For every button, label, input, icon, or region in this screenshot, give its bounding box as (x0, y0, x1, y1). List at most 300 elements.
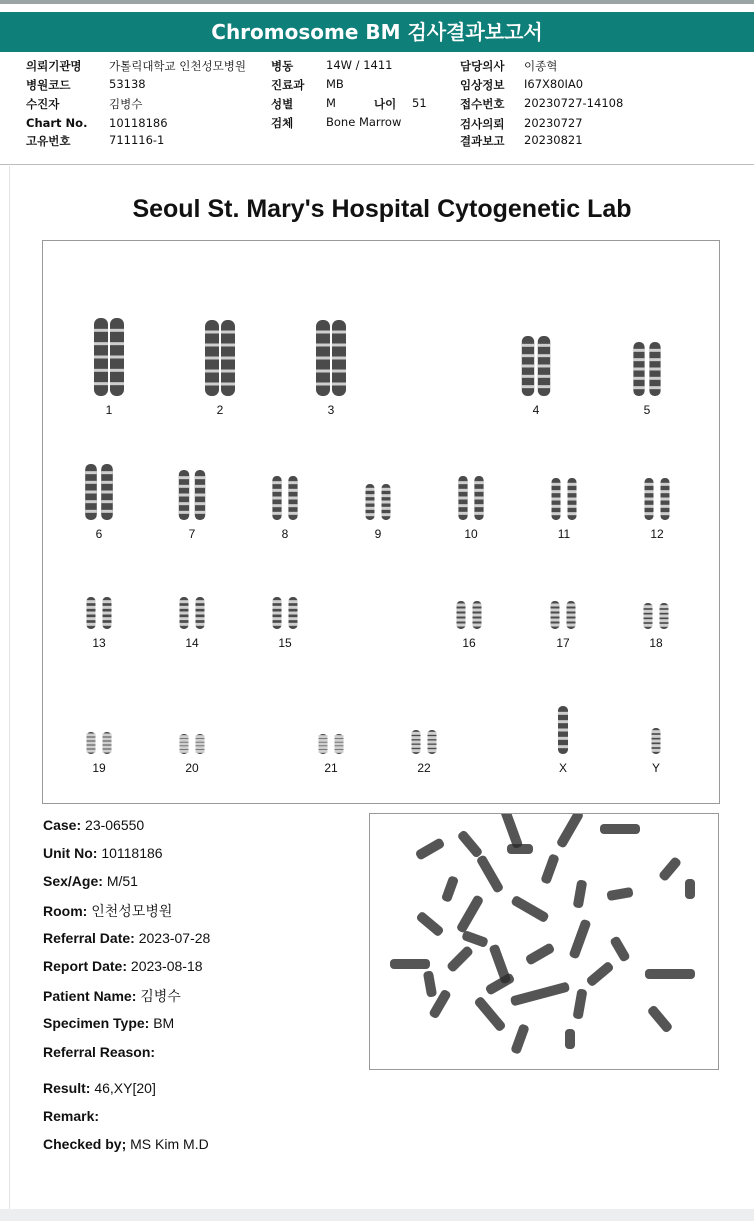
chromosome-band (474, 481, 483, 484)
chromosome-band (273, 623, 282, 626)
room-value: 인천성모병원 (91, 903, 173, 919)
chromosome-band (85, 491, 97, 494)
chromosome-band (633, 349, 644, 352)
chromosome-band (180, 623, 189, 626)
chromosome-band (335, 743, 344, 746)
metaphase-chromosome (423, 970, 437, 997)
chromosome-band (87, 738, 96, 741)
chromosome-pair-10 (451, 475, 491, 521)
chromosome-band (101, 481, 113, 484)
chromosome-band (473, 614, 482, 617)
chromosome-band (652, 735, 661, 738)
chromosome-band (103, 623, 112, 626)
chromosome-band (661, 483, 670, 486)
chromosome-band (196, 612, 205, 615)
chromosome-band (558, 729, 568, 732)
case-row (43, 817, 144, 833)
referral-date-value: 2023-07-28 (138, 930, 211, 946)
chromosome-band (558, 712, 568, 715)
meta-value: 김병수 (109, 97, 143, 111)
chromosome-band (272, 481, 281, 484)
unit-row (43, 845, 163, 861)
chromosome-band (273, 617, 282, 620)
meta-value: 20230727-14108 (524, 96, 624, 110)
chromosome-band (412, 732, 421, 735)
meta-key: Chart No. (26, 116, 88, 130)
chromosome-band (660, 624, 669, 627)
metaphase-image (369, 813, 719, 1070)
meta-value: 53138 (109, 77, 146, 91)
chromosome-label: 21 (324, 761, 338, 775)
chromosome-band (382, 494, 391, 497)
chromosome-band (644, 619, 653, 622)
chromosome-band (473, 624, 482, 627)
chromosome-band (87, 750, 96, 753)
chromosome-band (649, 386, 660, 389)
chromosome-band (196, 750, 205, 753)
chromosome-band (319, 739, 328, 742)
meta-key: 성별 (271, 97, 294, 111)
chromosome-band (87, 746, 96, 749)
chromosome-label: 9 (374, 527, 382, 541)
chromosome-band (221, 370, 235, 373)
chromosome-band (644, 605, 653, 608)
page-margin-line (9, 166, 10, 1211)
metaphase-chromosome (585, 961, 614, 988)
chromosome-band (412, 749, 421, 752)
chromosome-band (221, 344, 235, 347)
chromosome-band (289, 623, 298, 626)
chromosome-band (316, 344, 330, 347)
chromosome-band (335, 739, 344, 742)
chromosome-band (103, 746, 112, 749)
chromosome-band (474, 489, 483, 492)
chromosome-band (195, 494, 205, 497)
chromosome-label: 7 (188, 527, 196, 541)
chromosome-label: 16 (462, 636, 476, 650)
chromosome-band (652, 744, 661, 747)
chromosome-band (289, 606, 298, 609)
chromosome-band (103, 738, 112, 741)
chromosome-band (196, 743, 205, 746)
chromosome-band (195, 476, 205, 479)
chromosome-band (180, 750, 189, 753)
chromosome-pair-1 (89, 317, 129, 397)
chromosome-band (87, 612, 96, 615)
chromosome-band (661, 498, 670, 501)
meta-key: 결과보고 (460, 134, 505, 148)
metaphase-spread (370, 814, 718, 1069)
unit-label: Unit No: (43, 845, 98, 861)
chromosome-band (110, 382, 124, 385)
age-value: 51 (412, 96, 427, 110)
chromosome-pair-5 (627, 341, 667, 397)
chromosome-pair-Y (636, 727, 676, 755)
chromosome-band (428, 745, 437, 748)
metaphase-chromosome (556, 814, 585, 849)
chromosome-band (568, 512, 577, 515)
chromosome-band (538, 365, 550, 368)
meta-key: 의뢰기관명 (26, 59, 82, 73)
chromosome-band (568, 498, 577, 501)
chromosome-band (85, 471, 97, 474)
chromosome-band (660, 615, 669, 618)
meta-key: 검사의뢰 (460, 117, 505, 131)
chromosome-band (567, 609, 576, 612)
metaphase-chromosome (390, 959, 430, 969)
meta-key: 검체 (271, 116, 294, 130)
referral-reason-label: Referral Reason: (43, 1044, 156, 1060)
chromosome-band (94, 369, 108, 372)
chromosome-band (538, 375, 550, 378)
chromosome-band (103, 734, 112, 737)
chromosome-label: 4 (532, 403, 540, 417)
chromosome-band (180, 746, 189, 749)
metaphase-chromosome (461, 930, 489, 948)
chromosome-band (85, 481, 97, 484)
chromosome-band (101, 510, 113, 513)
chromosome-band (457, 624, 466, 627)
chromosome-band (316, 383, 330, 386)
chromosome-band (332, 383, 346, 386)
specimen-label: Specimen Type: (43, 1015, 150, 1031)
chromosome-band (661, 512, 670, 515)
metaphase-chromosome (606, 887, 633, 901)
room-row (43, 901, 172, 921)
chromosome-label: X (558, 761, 567, 775)
chromosome-band (645, 498, 654, 501)
chromosome-band (428, 749, 437, 752)
chromosome-band (660, 610, 669, 613)
chromosome-band (335, 746, 344, 749)
metaphase-chromosome (565, 1029, 575, 1049)
chromosome-band (195, 511, 205, 514)
meta-key: 진료과 (271, 78, 305, 92)
chromosome-label: 20 (185, 761, 199, 775)
metaphase-chromosome (497, 814, 523, 849)
chromosome-band (552, 512, 561, 515)
chromosome-band (366, 494, 375, 497)
chromosome-band (428, 732, 437, 735)
chromosome-band (645, 483, 654, 486)
chromosome-pair-22 (404, 729, 444, 755)
chromosome-pair-9 (358, 483, 398, 521)
chromosome-label: 8 (281, 527, 289, 541)
chromosome-band (196, 739, 205, 742)
chromosome-band (272, 512, 281, 515)
chromosome-pair-18 (636, 602, 676, 630)
chromosome-label: 18 (649, 636, 663, 650)
chromosome-band (551, 604, 560, 607)
chromosome-band (221, 331, 235, 334)
chromosome-pair-4 (516, 335, 556, 397)
chromosome-label: 5 (643, 403, 651, 417)
chromosome-band (551, 609, 560, 612)
chromosome-band (567, 624, 576, 627)
chromosome-band (552, 498, 561, 501)
chromosome-label: 3 (327, 403, 335, 417)
chromosome-band (87, 606, 96, 609)
unit-value: 10118186 (101, 845, 163, 861)
chromosome-band (196, 600, 205, 603)
chromosome-label: 1 (105, 403, 113, 417)
chromosome-band (473, 604, 482, 607)
meta-value: 14W / 1411 (326, 58, 393, 72)
meta-value: 이종혁 (524, 59, 558, 73)
chromosome-band (332, 357, 346, 360)
meta-key: 병원코드 (26, 78, 71, 92)
chromosome-band (272, 489, 281, 492)
chromosome-pair-13 (79, 596, 119, 630)
metaphase-chromosome (568, 918, 591, 959)
chromosome-band (382, 513, 391, 516)
chromosome-band (180, 606, 189, 609)
chromosome-pair-17 (543, 600, 583, 630)
chromosome-band (273, 612, 282, 615)
chromosome-label: 10 (464, 527, 478, 541)
report-date-label: Report Date: (43, 958, 128, 974)
chromosome-band (179, 502, 189, 505)
chromosome-band (87, 617, 96, 620)
chromosome-pair-6 (79, 463, 119, 521)
chromosome-band (273, 600, 282, 603)
chromosome-pair-X (543, 705, 583, 755)
chromosome-band (474, 497, 483, 500)
chromosome-band (319, 750, 328, 753)
metaphase-chromosome (645, 969, 695, 979)
chromosome-band (179, 485, 189, 488)
metaphase-chromosome (415, 837, 446, 861)
chromosome-band (652, 730, 661, 733)
chromosome-band (522, 354, 534, 357)
chromosome-band (522, 365, 534, 368)
chromosome-band (94, 382, 108, 385)
metaphase-chromosome (540, 853, 560, 885)
patient-name-value: 김병수 (140, 988, 181, 1004)
report-date-row (43, 958, 203, 974)
chromosome-band (221, 383, 235, 386)
chromosome-band (522, 344, 534, 347)
meta-key: 고유번호 (26, 134, 71, 148)
chromosome-band (87, 734, 96, 737)
checked-value: MS Kim M.D (130, 1136, 209, 1152)
chromosome-band (633, 368, 644, 371)
chromosome-band (289, 617, 298, 620)
chromosome-band (94, 329, 108, 332)
sex-age-label: Sex/Age: (43, 873, 103, 889)
chromosome-band (474, 504, 483, 507)
report-header (0, 0, 754, 50)
footer-band (0, 1209, 754, 1221)
chromosome-band (87, 742, 96, 745)
chromosome-band (101, 500, 113, 503)
room-label: Room: (43, 903, 88, 919)
referral-reason-row (43, 1044, 155, 1060)
chromosome-band (428, 741, 437, 744)
chromosome-band (567, 614, 576, 617)
chromosome-band (180, 612, 189, 615)
metaphase-chromosome (510, 1023, 530, 1055)
chromosome-band (558, 737, 568, 740)
chromosome-label: 17 (556, 636, 570, 650)
metaphase-chromosome (456, 894, 485, 934)
case-value: 23-06550 (85, 817, 145, 833)
chromosome-label: 2 (216, 403, 224, 417)
chromosome-band (205, 383, 219, 386)
chromosome-band (179, 511, 189, 514)
chromosome-band (366, 513, 375, 516)
chromosome-band (538, 354, 550, 357)
chromosome-band (644, 624, 653, 627)
chromosome-band (366, 488, 375, 491)
chromosome-band (205, 357, 219, 360)
chromosome-band (567, 604, 576, 607)
chromosome-band (273, 606, 282, 609)
chromosome-band (412, 741, 421, 744)
referral-date-label: Referral Date: (43, 930, 135, 946)
chromosome-band (457, 614, 466, 617)
chromosome-band (661, 490, 670, 493)
chromosome-band (473, 609, 482, 612)
patient-name-row (43, 986, 181, 1006)
chromosome-band (412, 736, 421, 739)
chromosome-band (289, 612, 298, 615)
lab-title: Seoul St. Mary's Hospital Cytogenetic Lab (132, 195, 632, 223)
meta-value: 가톨릭대학교 인천성모병원 (109, 59, 246, 73)
chromosome-pair-20 (172, 733, 212, 755)
chromosome-label: Y (651, 761, 660, 775)
chromosome-band (288, 512, 297, 515)
chromosome-band (289, 600, 298, 603)
metaphase-chromosome (572, 988, 587, 1019)
meta-value: M (326, 96, 336, 110)
meta-value: 20230727 (524, 116, 583, 130)
chromosome-band (319, 743, 328, 746)
chromosome-band (382, 507, 391, 510)
chromosome-band (458, 481, 467, 484)
meta-key: 수진자 (26, 97, 60, 111)
chromosome-band (221, 357, 235, 360)
chromosome-band (661, 505, 670, 508)
chromosome-label: 11 (557, 527, 571, 541)
chromosome-band (103, 750, 112, 753)
chromosome-band (205, 331, 219, 334)
chromosome-band (205, 344, 219, 347)
chromosome-band (94, 356, 108, 359)
chromosome-label: 22 (417, 761, 431, 775)
metaphase-chromosome (573, 879, 588, 908)
meta-value: 20230821 (524, 133, 583, 147)
chromosome-band (101, 491, 113, 494)
patient-name-label: Patient Name: (43, 988, 137, 1004)
chromosome-band (538, 344, 550, 347)
chromosome-band (558, 745, 568, 748)
chromosome-band (85, 510, 97, 513)
patient-meta (0, 58, 754, 164)
chromosome-band (552, 483, 561, 486)
chromosome-band (457, 619, 466, 622)
chromosome-band (568, 490, 577, 493)
chromosome-band (660, 619, 669, 622)
metaphase-chromosome (446, 945, 474, 973)
chromosome-band (538, 385, 550, 388)
chromosome-band (272, 504, 281, 507)
referral-date-row (43, 930, 210, 946)
meta-key: 병동 (271, 59, 294, 73)
metaphase-chromosome (415, 911, 444, 938)
chromosome-band (179, 494, 189, 497)
chromosome-band (366, 507, 375, 510)
chromosome-pair-7 (172, 469, 212, 521)
chromosome-label: 15 (278, 636, 292, 650)
metaphase-chromosome (457, 829, 484, 858)
chromosome-band (316, 370, 330, 373)
chromosome-band (196, 606, 205, 609)
chromosome-band (319, 746, 328, 749)
chromosome-pair-19 (79, 731, 119, 755)
age-key: 나이 (374, 97, 397, 111)
metaphase-chromosome (510, 981, 571, 1006)
chromosome-band (85, 500, 97, 503)
chromosome-band (473, 619, 482, 622)
chromosome-band (366, 501, 375, 504)
metaphase-chromosome (600, 824, 640, 834)
chromosome-band (412, 745, 421, 748)
chromosome-band (645, 505, 654, 508)
metaphase-chromosome (658, 856, 682, 882)
chromosome-band (567, 619, 576, 622)
chromosome-band (196, 617, 205, 620)
chromosome-band (180, 735, 189, 738)
chromosome-band (103, 612, 112, 615)
header-divider (0, 164, 754, 165)
chromosome-band (110, 356, 124, 359)
chromosome-band (645, 490, 654, 493)
chromosome-band (428, 736, 437, 739)
chromosome-band (644, 610, 653, 613)
chromosome-band (551, 614, 560, 617)
chromosome-band (195, 485, 205, 488)
chromosome-band (87, 623, 96, 626)
chromosome-band (332, 331, 346, 334)
karyogram-panel (42, 240, 720, 804)
chromosome-band (103, 600, 112, 603)
sex-age-row (43, 873, 138, 889)
case-label: Case: (43, 817, 82, 833)
metaphase-chromosome (510, 895, 550, 924)
chromosome-band (180, 600, 189, 603)
chromosome-band (649, 377, 660, 380)
chromosome-band (458, 489, 467, 492)
chromosome-band (633, 377, 644, 380)
chromosome-band (644, 615, 653, 618)
chromosome-band (288, 481, 297, 484)
chromosome-band (272, 497, 281, 500)
chromosome-band (316, 357, 330, 360)
chromosome-band (196, 623, 205, 626)
chromosome-band (522, 385, 534, 388)
chromosome-pair-2 (200, 319, 240, 397)
chromosome-band (103, 742, 112, 745)
chromosome-band (288, 497, 297, 500)
chromosome-band (458, 504, 467, 507)
chromosome-band (179, 476, 189, 479)
chromosome-band (94, 342, 108, 345)
metaphase-chromosome (685, 879, 695, 899)
metaphase-chromosome (609, 935, 631, 963)
report-title: Chromosome BM 검사결과보고서 (0, 12, 754, 52)
chromosome-band (552, 490, 561, 493)
